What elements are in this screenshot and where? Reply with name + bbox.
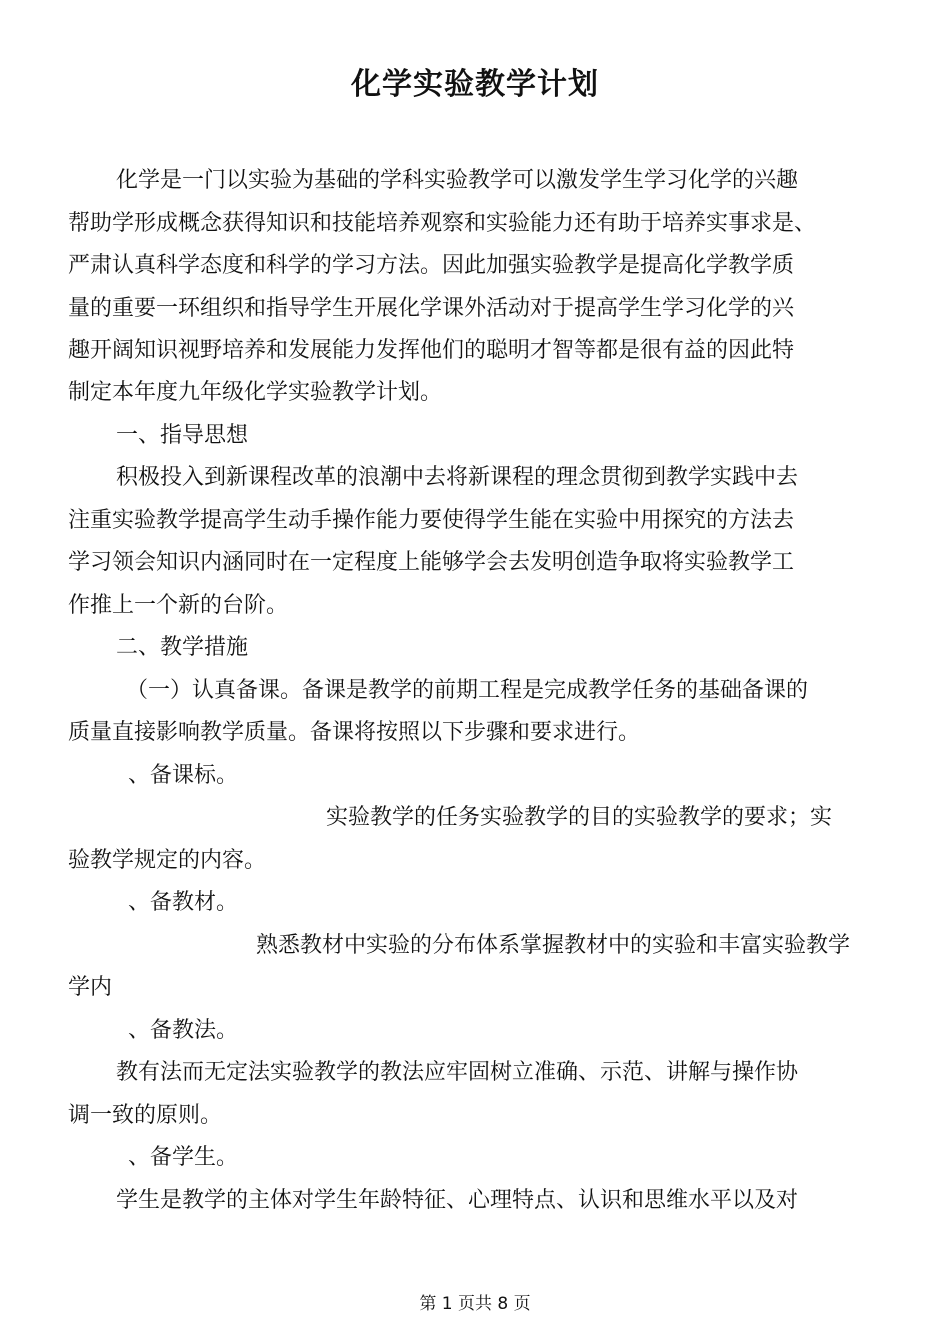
paragraph-line: 实验教学的任务实验教学的目的实验教学的要求；实 [326,805,833,830]
subsection-heading: 、备学生。 [128,1145,239,1170]
paragraph-line: 作推上一个新的台阶。 [68,593,289,618]
paragraph-line: 教有法而无定法实验教学的教法应牢固树立准确、示范、讲解与操作协 [116,1060,799,1085]
paragraph-line: 调一致的原则。 [68,1103,223,1128]
paragraph-line: 趣开阔知识视野培养和发展能力发挥他们的聪明才智等都是很有益的因此特 [68,338,795,363]
paragraph-line: 学内 [68,975,113,1000]
paragraph-line: 化学是一门以实验为基础的学科实验教学可以激发学生学习化学的兴趣 [116,168,799,193]
paragraph-line: 熟悉教材中实验的分布体系掌握教材中的实验和丰富实验教学 [256,933,851,958]
document-title: 化学实验教学计划 [351,67,599,102]
subsection-heading: 、备教材。 [128,890,239,915]
paragraph-line: 学生是教学的主体对学生年龄特征、心理特点、认识和思维水平以及对 [116,1188,799,1213]
paragraph-line: 注重实验教学提高学生动手操作能力要使得学生能在实验中用探究的方法去 [68,508,795,533]
subsection-heading: 、备教法。 [128,1018,239,1043]
paragraph-line: 学习领会知识内涵同时在一定程度上能够学会去发明创造争取将实验教学工 [68,550,795,575]
paragraph-line: 量的重要一环组织和指导学生开展化学课外活动对于提高学生学习化学的兴 [68,296,795,321]
paragraph-line: 制定本年度九年级化学实验教学计划。 [68,380,443,405]
page-number-footer: 第 1 页共 8 页 [419,1294,531,1314]
subsection-heading: 、备课标。 [128,763,239,788]
paragraph-line: 帮助学形成概念获得知识和技能培养观察和实验能力还有助于培养实事求是、 [68,211,817,236]
paragraph-line: （一）认真备课。备课是教学的前期工程是完成教学任务的基础备课的 [126,678,809,703]
section-heading: 二、教学措施 [116,635,249,660]
paragraph-line: 严肃认真科学态度和科学的学习方法。因此加强实验教学是提高化学教学质 [68,253,795,278]
paragraph-line: 积极投入到新课程改革的浪潮中去将新课程的理念贯彻到教学实践中去 [116,465,799,490]
section-heading: 一、指导思想 [116,423,249,448]
paragraph-line: 验教学规定的内容。 [68,848,267,873]
paragraph-line: 质量直接影响教学质量。备课将按照以下步骤和要求进行。 [68,720,641,745]
